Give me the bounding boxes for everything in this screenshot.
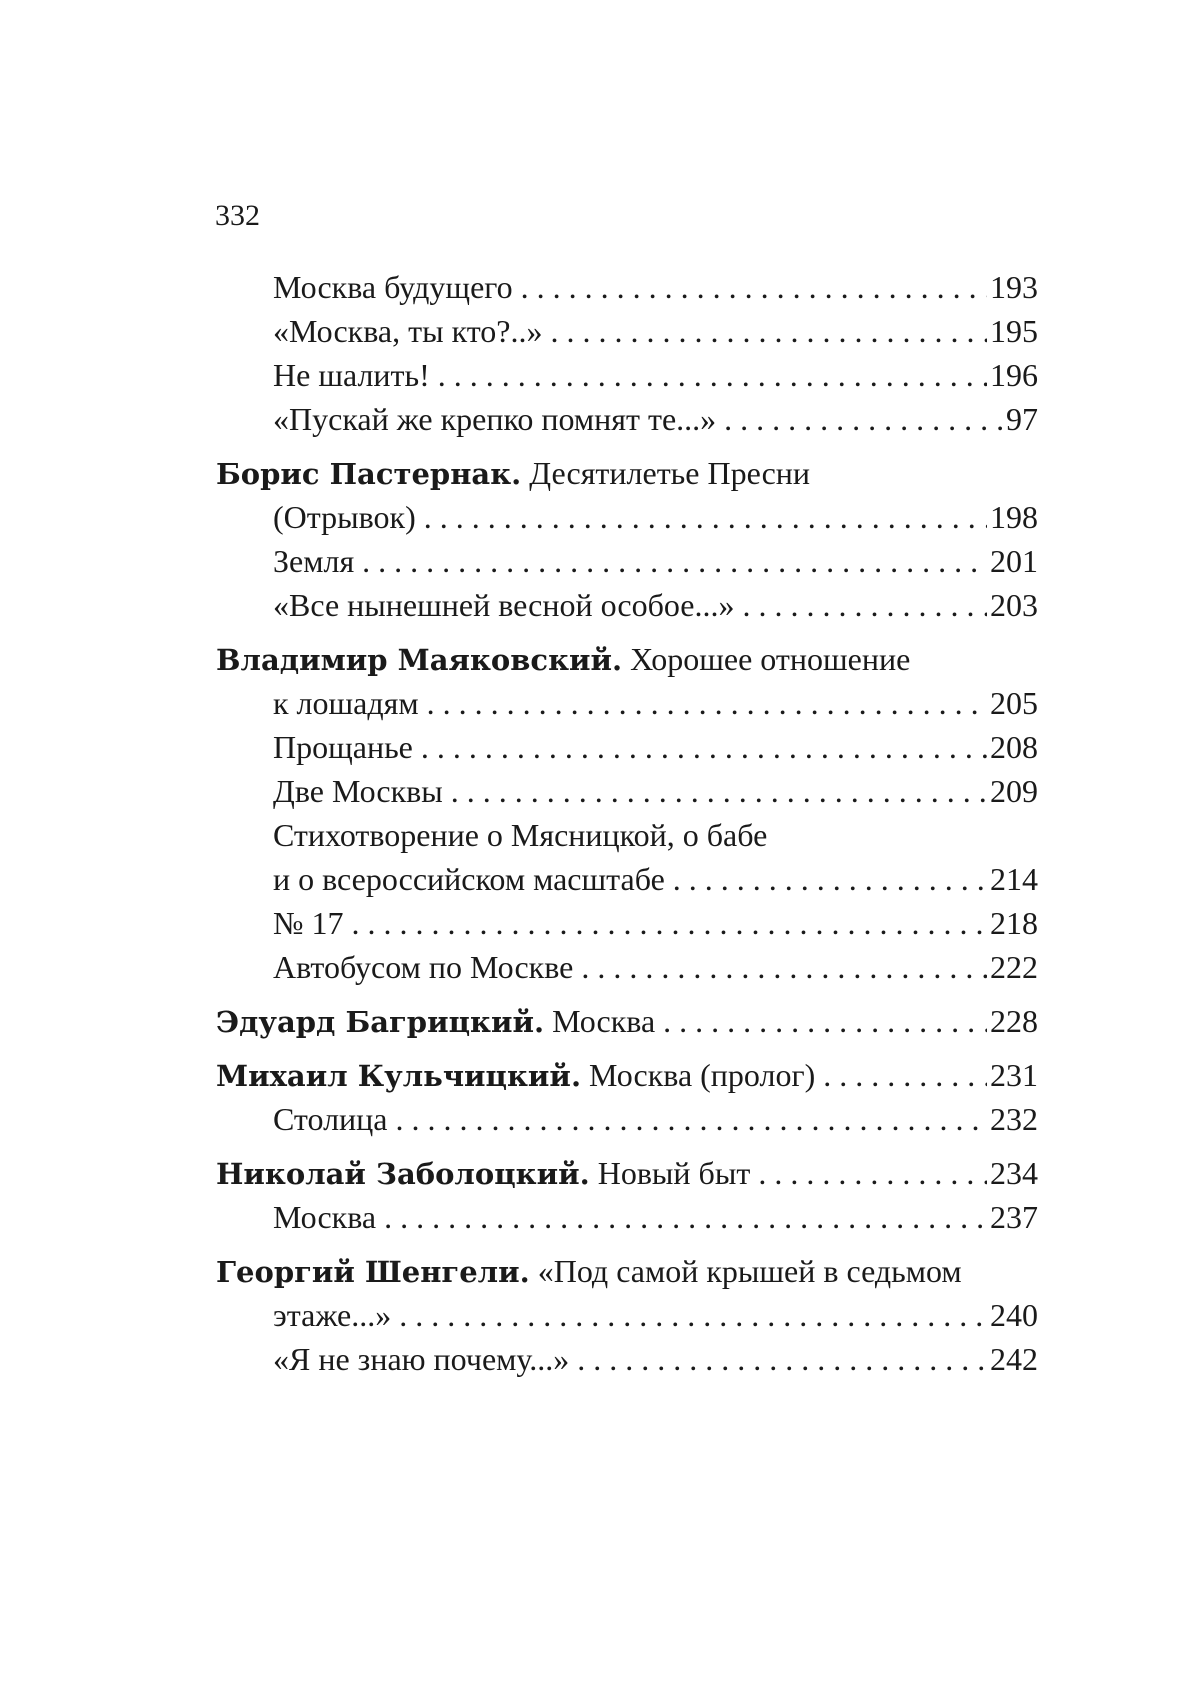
dot-leader (663, 999, 987, 1043)
toc-title: Москва (пролог) (589, 1057, 816, 1093)
toc-entry (273, 1195, 1038, 1239)
toc-title: (Отрывок) (273, 499, 416, 535)
dot-leader (424, 495, 987, 539)
toc-entry (273, 539, 1038, 583)
toc-page: 231 (990, 1057, 1038, 1093)
toc-page: 218 (990, 905, 1038, 941)
toc-page: 205 (990, 685, 1038, 721)
toc-author-entry (216, 637, 1038, 681)
toc-title: Прощанье (273, 729, 413, 765)
dot-leader (421, 725, 987, 769)
toc-page: 97 (1006, 401, 1038, 437)
toc-page: 222 (990, 949, 1038, 985)
toc-author: Эдуард Багрицкий. (216, 1005, 545, 1039)
dot-leader (362, 539, 987, 583)
toc-author: Георгий Шенгели. (216, 1255, 530, 1289)
toc-author: Николай Заболоцкий. (216, 1157, 590, 1191)
toc-author-entry (216, 999, 1038, 1043)
toc-title: Автобусом по Москве (273, 949, 574, 985)
toc-entry (273, 1337, 1038, 1381)
toc-entry (273, 353, 1038, 397)
toc-title: «Под самой крышей в седьмом (537, 1253, 962, 1289)
toc-page: 196 (990, 357, 1038, 393)
toc-page: 240 (990, 1297, 1038, 1333)
page-number: 332 (215, 199, 260, 232)
toc-entry (273, 813, 1038, 857)
dot-leader (724, 397, 1003, 441)
toc-title: Не шалить! (273, 357, 430, 393)
dot-leader (577, 1337, 987, 1381)
dot-leader (427, 681, 987, 725)
toc-page: 198 (990, 499, 1038, 535)
toc-page: 195 (990, 313, 1038, 349)
toc-title: «Все нынешней весной особое...» (273, 587, 735, 623)
dot-leader (451, 769, 987, 813)
toc-entry (273, 769, 1038, 813)
dot-leader (384, 1195, 987, 1239)
toc-page: 201 (990, 543, 1038, 579)
toc-title: Москва (552, 1003, 656, 1039)
toc-page: 214 (990, 861, 1038, 897)
toc-page: 203 (990, 587, 1038, 623)
toc-page: 209 (990, 773, 1038, 809)
toc-entry (273, 265, 1038, 309)
toc-title: и о всероссийском масштабе (273, 861, 665, 897)
dot-leader (673, 857, 987, 901)
dot-leader (581, 945, 987, 989)
dot-leader (521, 265, 987, 309)
toc-author-entry (216, 1249, 1038, 1293)
dot-leader (352, 901, 987, 945)
toc-entry (273, 397, 1038, 441)
toc-author: Михаил Кульчицкий. (216, 1059, 582, 1093)
dot-leader (823, 1053, 987, 1097)
toc-author-entry (216, 451, 1038, 495)
toc-page: 193 (990, 269, 1038, 305)
toc-page: 234 (990, 1155, 1038, 1191)
toc-author: Владимир Маяковский. (216, 643, 623, 677)
toc-entry (273, 901, 1038, 945)
toc-page: 228 (990, 1003, 1038, 1039)
toc-title: Стихотворение о Мясницкой, о бабе (273, 817, 768, 853)
toc-entry (273, 945, 1038, 989)
toc-author-entry (216, 1151, 1038, 1195)
toc-title: № 17 (273, 905, 344, 941)
toc-entry (273, 495, 1038, 539)
toc-entry (273, 1097, 1038, 1141)
toc-author: Борис Пастернак. (216, 457, 522, 491)
toc-title: Москва будущего (273, 269, 513, 305)
toc-entry (273, 309, 1038, 353)
toc-page: 242 (990, 1341, 1038, 1377)
dot-leader (742, 583, 987, 627)
dot-leader (550, 309, 987, 353)
toc-page: 237 (990, 1199, 1038, 1235)
toc-title: Десятилетье Пресни (529, 455, 811, 491)
toc-title: этаже...» (273, 1297, 392, 1333)
toc-entry (273, 1293, 1038, 1337)
toc-title: Земля (273, 543, 355, 579)
dot-leader (438, 353, 987, 397)
toc-title: Столица (273, 1101, 388, 1137)
dot-leader (758, 1151, 987, 1195)
toc-page: 208 (990, 729, 1038, 765)
toc-title: «Москва, ты кто?..» (273, 313, 543, 349)
toc-author-entry (216, 1053, 1038, 1097)
toc-title: «Я не знаю почему...» (273, 1341, 570, 1377)
toc-entry (273, 583, 1038, 627)
toc-title: Москва (273, 1199, 377, 1235)
dot-leader (399, 1293, 987, 1337)
toc-entry (273, 725, 1038, 769)
toc-page: 232 (990, 1101, 1038, 1137)
toc-title: к лошадям (273, 685, 419, 721)
toc-title: Две Москвы (273, 773, 443, 809)
toc-title: Новый быт (597, 1155, 751, 1191)
dot-leader (395, 1097, 987, 1141)
toc-title: «Пускай же крепко помнят те...» (273, 401, 717, 437)
toc-entry (273, 857, 1038, 901)
toc-entry (273, 681, 1038, 725)
toc-title: Хорошее отношение (630, 641, 911, 677)
